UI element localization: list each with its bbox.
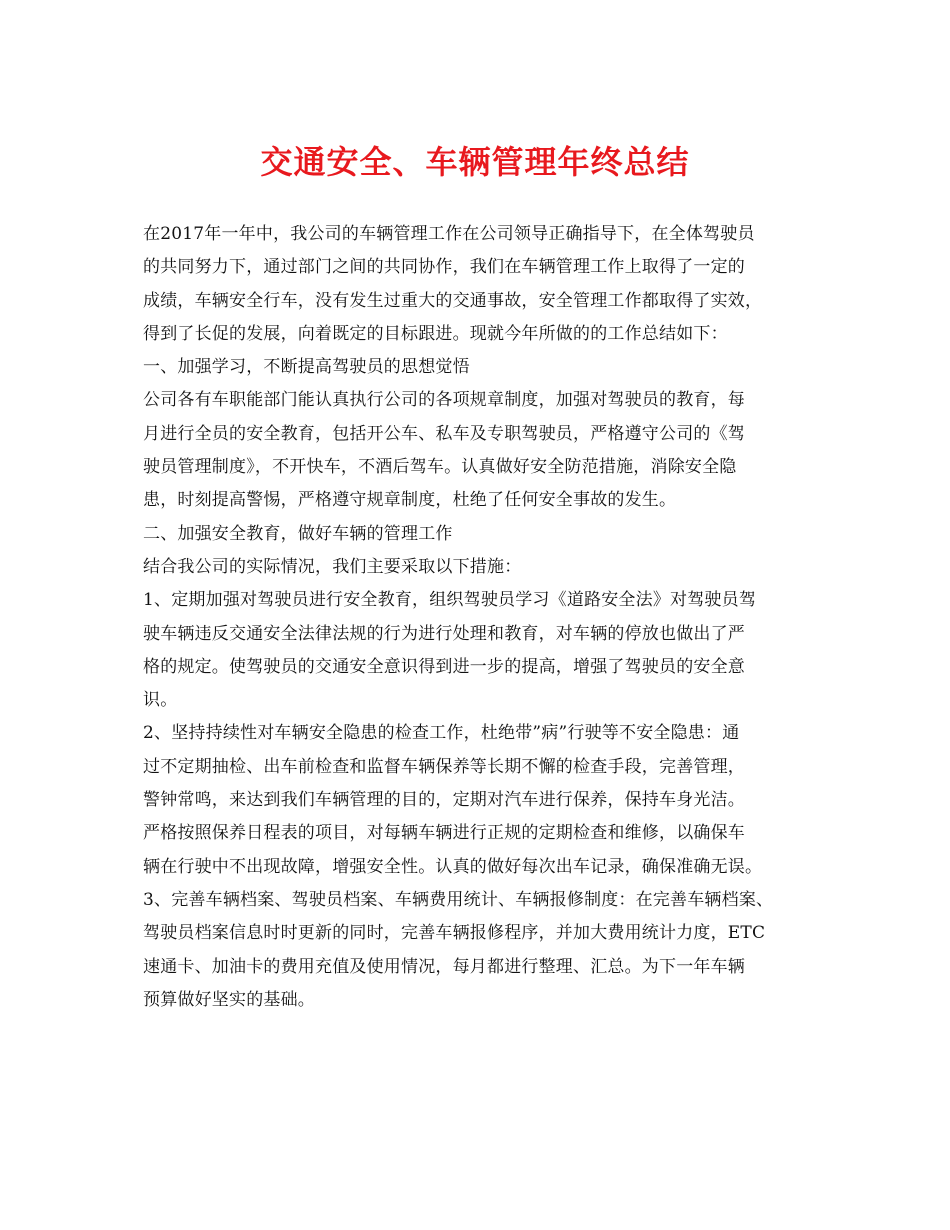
body-line: 识。 bbox=[143, 690, 178, 711]
body-line: 患，时刻提高警惕，严格遵守规章制度，杜绝了任何安全事故的发生。 bbox=[143, 490, 677, 511]
document-title: 交通安全、车辆管理年终总结 bbox=[260, 143, 690, 181]
body-line: 驾驶员档案信息时时更新的同时，完善车辆报修程序，并加大费用统计力度，ETC bbox=[143, 923, 766, 944]
section-heading-2: 二、加强安全教育，做好车辆的管理工作 bbox=[143, 523, 453, 544]
body-line: 驶员管理制度》，不开快车，不酒后驾车。认真做好安全防范措施，消除安全隐 bbox=[143, 457, 737, 478]
body-line: 速通卡、加油卡的费用充值及使用情况，每月都进行整理、汇总。为下一年车辆 bbox=[143, 956, 745, 977]
body-line: 得到了长促的发展，向着既定的目标跟进。现就今年所做的的工作总结如下： bbox=[143, 323, 728, 344]
body-line: 过不定期抽检、出车前检查和监督车辆保养等长期不懈的检查手段，完善管理， bbox=[143, 756, 745, 777]
body-line: 预算做好坚实的基础。 bbox=[143, 989, 315, 1010]
list-item-3: 3、完善车辆档案、驾驶员档案、车辆费用统计、车辆报修制度：在完善车辆档案、 bbox=[143, 889, 774, 910]
body-line: 在2017年一年中，我公司的车辆管理工作在公司领导正确指导下，在全体驾驶员 bbox=[143, 224, 755, 244]
body-line: 成绩，车辆安全行车，没有发生过重大的交通事故，安全管理工作都取得了实效， bbox=[143, 290, 763, 311]
section-heading-1: 一、加强学习，不断提高驾驶员的思想觉悟 bbox=[143, 357, 470, 378]
body-line: 结合我公司的实际情况，我们主要采取以下措施： bbox=[143, 556, 522, 577]
body-line: 月进行全员的安全教育，包括开公车、私车及专职驾驶员，严格遵守公司的《驾 bbox=[143, 423, 745, 444]
body-line: 格的规定。使驾驶员的交通安全意识得到进一步的提高，增强了驾驶员的安全意 bbox=[143, 656, 745, 677]
body-line: 严格按照保养日程表的项目，对每辆车辆进行正规的定期检查和维修，以确保车 bbox=[143, 823, 745, 844]
document-body bbox=[143, 218, 823, 1017]
list-item-1: 1、定期加强对驾驶员进行安全教育，组织驾驶员学习《道路安全法》对驾驶员驾 bbox=[143, 590, 757, 611]
body-line: 警钟常鸣，来达到我们车辆管理的目的，定期对汽车进行保养，保持车身光洁。 bbox=[143, 790, 745, 811]
body-line: 驶车辆违反交通安全法律法规的行为进行处理和教育，对车辆的停放也做出了严 bbox=[143, 623, 745, 644]
body-line: 的共同努力下，通过部门之间的共同协作，我们在车辆管理工作上取得了一定的 bbox=[143, 257, 745, 278]
list-item-2: 2、坚持持续性对车辆安全隐患的检查工作，杜绝带”病”行驶等不安全隐患：通 bbox=[143, 723, 740, 744]
body-line: 公司各有车职能部门能认真执行公司的各项规章制度，加强对驾驶员的教育，每 bbox=[143, 390, 745, 411]
body-line: 辆在行驶中不出现故障，增强安全性。认真的做好每次出车记录，确保准确无误。 bbox=[143, 856, 763, 877]
